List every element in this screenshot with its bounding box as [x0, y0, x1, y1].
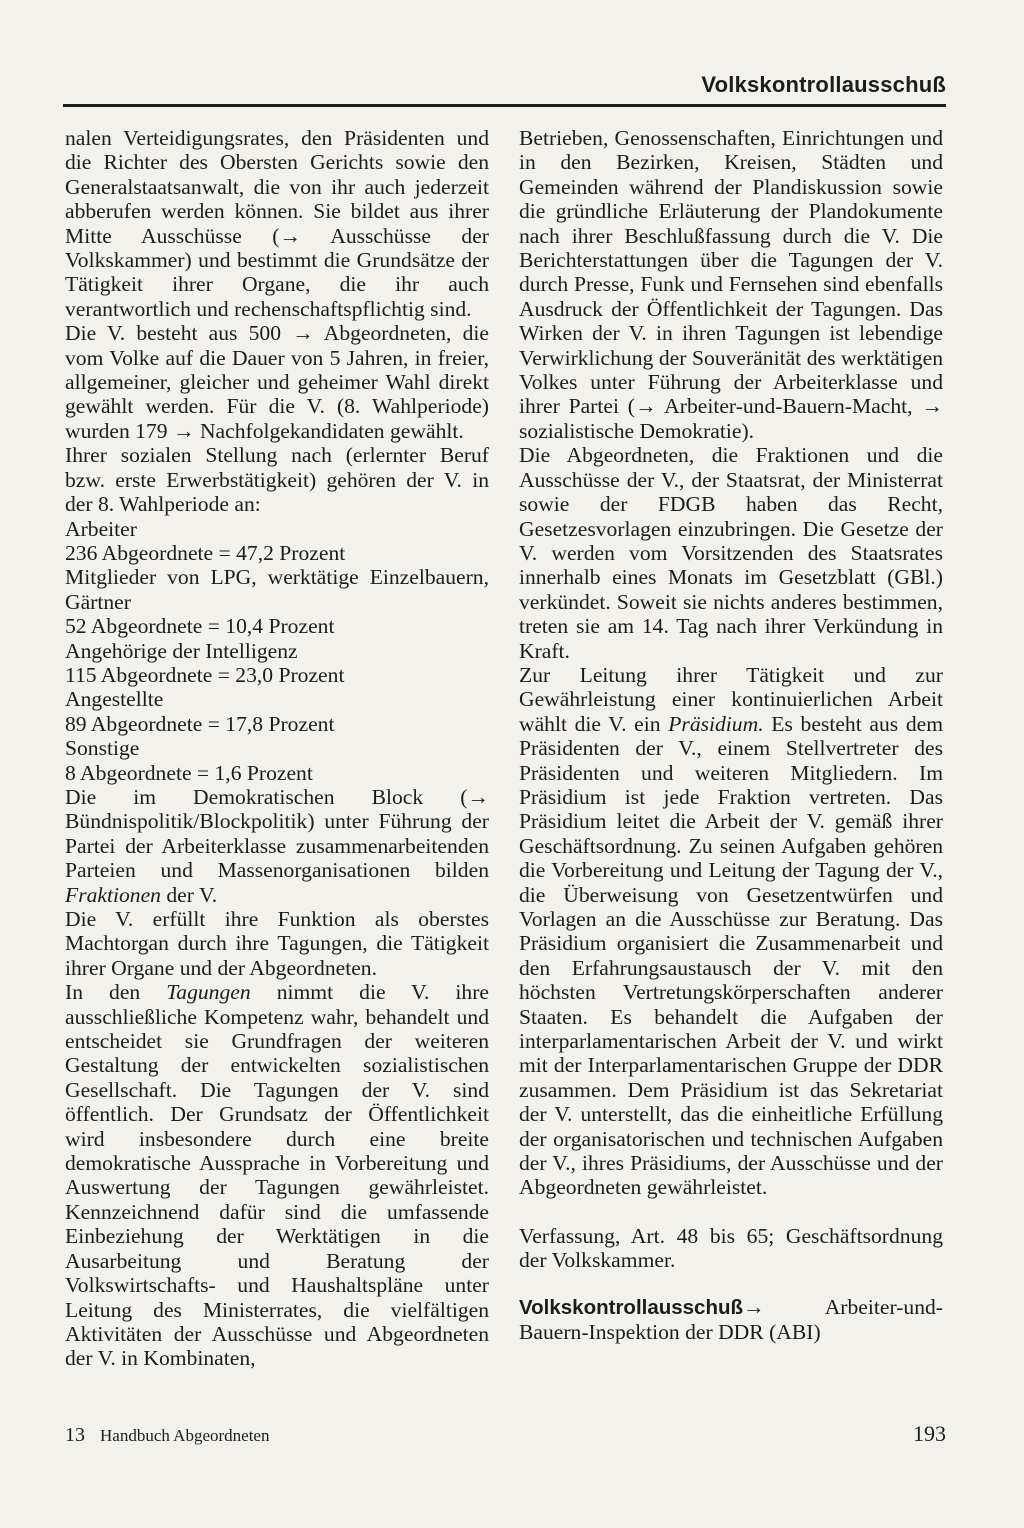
- text: der V.: [166, 882, 218, 907]
- paragraph: Ihrer sozialen Stellung nach (erlernter Beruf bzw. erste Erwerbstätigkeit) gehören der V. in der 8. Wahlperiode an:: [65, 443, 489, 517]
- left-column: [65, 126, 489, 1371]
- book-title: Handbuch Abgeordneten: [100, 1426, 270, 1445]
- text: In den: [65, 980, 141, 1005]
- term-fraktionen: Fraktionen: [65, 882, 161, 907]
- term-praesidium: Präsidium.: [668, 711, 764, 736]
- stat-category: Angestellte: [65, 687, 164, 712]
- header-rule: [63, 104, 946, 107]
- signature-number: 13: [65, 1424, 85, 1446]
- stat-value: 8 Abgeordnete = 1,6 Prozent: [65, 760, 313, 785]
- paragraph-praesidium: [519, 663, 943, 1200]
- sources: Verfassung, Art. 48 bis 65; Geschäftsordnung der Volkskammer.: [519, 1223, 943, 1273]
- stat-category: Sonstige: [65, 736, 140, 761]
- stat-value: 236 Abgeordnete = 47,2 Prozent: [65, 540, 346, 565]
- stat-category: Arbeiter: [65, 516, 137, 541]
- stat-value: 89 Abgeordnete = 17,8 Prozent: [65, 711, 335, 736]
- entry-term: Volkskontrollausschuß: [519, 1295, 744, 1319]
- text: Die im Demokratischen Block (→ Bündnispolitik/Blockpolitik) unter Führung der Partei der Arbeiterklasse zusammenarbeitenden Parteien und Massenorganisationen bilden: [65, 784, 489, 883]
- entry-reference: → Arbeiter-und-Bauern-Inspektion der DDR (ABI): [519, 1294, 943, 1345]
- text: Es besteht aus dem Präsidenten der V., einem Stellvertreter des Präsidenten und weiteren Mitgliedern. Im Präsidium ist jede Fraktion vertreten. Das Präsidium leitet die Arbeit der V. gemäß ihrer Geschäftsordnung. Zu seinen Aufgaben gehören die Vorbereitung und Leitung der Tagung der V., die Überweisung von Gesetzentwürfen und Vorlagen an die Ausschüsse zur Beratung. Das Präsidium organisiert die Zusammenarbeit und den Erfahrungsaustausch der V. mit den höchsten Vertretungskörperschaften anderer Staaten. Es behandelt die Aufgaben der interparlamentarischen Arbeit der V. und wirkt mit der Interparlamentarischen Gruppe der DDR zusammen. Dem Präsidium ist das Sekretariat der V. unterstellt, das die einheitliche Erfüllung der organisatorischen und technischen Aufgaben der V., ihres Präsidiums, der Ausschüsse und der Abgeordneten gewährleistet.: [519, 711, 943, 1200]
- paragraph-tagungen: [65, 980, 489, 1371]
- text: nimmt die V. ihre ausschließliche Kompetenz wahr, behandelt und entscheidet sie Grundfragen der weiteren Gestaltung der entwickelten sozialistischen Gesellschaft. Die Tagungen der V. sind öffentlich. Der Grundsatz der Öffentlichkeit wird insbesondere durch eine breite demokratische Aussprache in Vorbereitung und Auswertung der Tagungen gewährleistet. Kennzeichnend dafür sind die umfassende Einbeziehung der Werktätigen in die Ausarbeitung und Beratung der Volkswirtschafts- und Haushaltspläne unter Leitung des Ministerrates, die vielfältigen Aktivitäten der Ausschüsse und Abgeordneten der V. in Kombinaten,: [65, 980, 489, 1371]
- paragraph: Die V. besteht aus 500 → Abgeordneten, die vom Volke auf die Dauer von 5 Jahren, in freier, allgemeiner, gleicher und geheimer Wahl direkt gewählt werden. Für die V. (8. Wahlperiode) wurden 179 → Nachfolgekandidaten gewählt.: [65, 321, 489, 443]
- paragraph: nalen Verteidigungsrates, den Präsidenten und die Richter des Obersten Gerichts sowie den Generalstaatsanwalt, die von ihr auch jederzeit abberufen werden können. Sie bildet aus ihrer Mitte Ausschüsse (→ Ausschüsse der Volkskammer) und bestimmt die Grundsätze der Tätigkeit ihrer Organe, die ihr auch verantwortlich und rechenschaftspflichtig sind.: [65, 126, 489, 321]
- running-head: Volkskontrollausschuß: [701, 72, 946, 97]
- paragraph-fraktionen: [65, 785, 489, 907]
- stat-category: Angehörige der Intelligenz: [65, 638, 298, 663]
- paragraph: Die V. erfüllt ihre Funktion als oberstes Machtorgan durch ihre Tagungen, die Tätigkeit ihrer Organe und der Abgeordneten.: [65, 907, 489, 980]
- entry-volkskontrollausschuss: [519, 1295, 943, 1345]
- stat-category: Mitglieder von LPG, werktätige Einzelbauern, Gärtner: [65, 565, 489, 614]
- paragraph: Betrieben, Genossenschaften, Einrichtungen und in den Bezirken, Kreisen, Städten und Gemeinden während der Plandiskussion sowie die gründliche Erläuterung der Plandokumente nach ihrer Beschlußfassung durch die V. Die Berichterstattungen über die Tagungen der V. durch Presse, Funk und Fernsehen sind ebenfalls Ausdruck der Öffentlichkeit der Tagungen. Das Wirken der V. in ihren Tagungen ist lebendige Verwirklichung der Souveränität des werktätigen Volkes unter Führung der Arbeiterklasse und ihrer Partei (→ Arbeiter-und-Bauern-Macht, → sozialistische Demokratie).: [519, 126, 943, 443]
- term-tagungen: Tagungen: [166, 980, 251, 1005]
- stat-value: 115 Abgeordnete = 23,0 Prozent: [65, 662, 345, 687]
- stat-value: 52 Abgeordnete = 10,4 Prozent: [65, 614, 335, 639]
- text: Zur Leitung ihrer Tätigkeit und zur Gewährleistung einer kontinuierlichen Arbeit wählt die V. ein: [519, 662, 943, 736]
- footer-signature: [65, 1424, 269, 1447]
- paragraph: Die Abgeordneten, die Fraktionen und die Ausschüsse der V., der Staatsrat, der Ministerrat sowie der FDGB haben das Recht, Gesetzesvorlagen einzubringen. Die Gesetze der V. werden vom Vorsitzenden des Staatsrates innerhalb eines Monats im Gesetzblatt (GBl.) verkündet. Soweit sie nichts anderes bestimmen, treten sie am 14. Tag nach ihrer Verkündung in Kraft.: [519, 443, 943, 663]
- page-number: 193: [913, 1421, 946, 1446]
- right-column: [519, 126, 943, 1345]
